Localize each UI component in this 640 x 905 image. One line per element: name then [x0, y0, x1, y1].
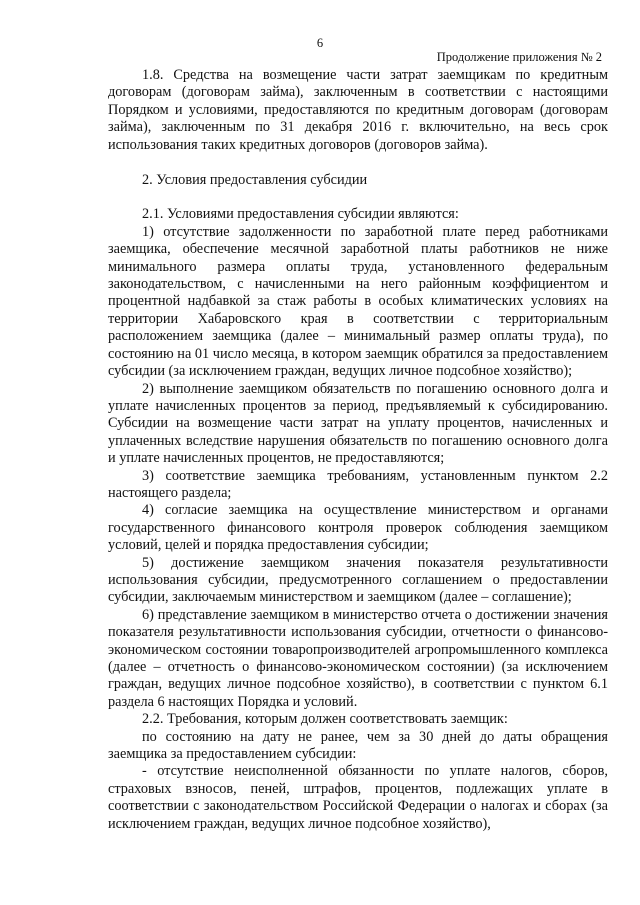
condition-2: 2) выполнение заемщиком обязательств по погашению основного долга и уплате начисленных процентов за период, предъявляемый к субсидированию. Субсидии на возмещение части затрат на уплату процентов, начисленных и уплаченных вследствие нарушения обязательств по погашению основного долга и уплате начисленных процентов, не предоставляются; — [108, 380, 608, 467]
condition-4: 4) согласие заемщика на осуществление министерством и органами государственного финансового контроля проверок соблюдения заемщиком условий, целей и порядка предоставления субсидии; — [108, 502, 608, 554]
paragraph-2-1: 2.1. Условиями предоставления субсидии являются: — [142, 206, 459, 223]
requirement-date-clause: по состоянию на дату не ранее, чем за 30 дней до даты обращения заемщика за предоставлением субсидии: — [108, 728, 608, 763]
condition-1: 1) отсутствие задолженности по заработной плате перед работниками заемщика, обеспечение месячной заработной платы работников не ниже минимального размера оплаты труда, установленного федеральным законодательством, с начисленными на него районным коэффициентом и процентной надбавкой за стаж работы в особых климатических условиях на территории Хабаровского края в соответствии с территориальным расположением заемщика (далее – минимальный размер оплаты труда), по состоянию на 01 число месяца, в котором заемщик обратился за предоставлением субсидии (за исключением граждан, ведущих личное подсобное хозяйство); — [108, 223, 608, 380]
condition-5: 5) достижение заемщиком значения показателя результативности использования субсидии, предусмотренного соглашением о предоставлении субсидии, заключаемым министерством и заемщиком (далее – соглашение); — [108, 554, 608, 606]
paragraph-1-8: 1.8. Средства на возмещение части затрат заемщикам по кредитным договорам (договорам займа), заключенным в соответствии с настоящими Порядком и условиями, предоставляются по кредитным договорам (договорам займа), заключенным по 31 декабря 2016 г. включительно, на весь срок использования таких кредитных договоров (договоров займа). — [108, 67, 608, 153]
appendix-continuation-note: Продолжение приложения № 2 — [436, 50, 602, 64]
condition-3: 3) соответствие заемщика требованиям, установленным пунктом 2.2 настоящего раздела; — [108, 467, 608, 501]
requirement-no-tax-debt: - отсутствие неисполненной обязанности по уплате налогов, сборов, страховых взносов, пеней, штрафов, процентов, подлежащих уплате в соответствии с законодательством Российской Федерации о налогах и сборах (за исключением граждан, ведущих личное подсобное хозяйство), — [108, 763, 608, 832]
page-number: 6 — [316, 36, 324, 50]
paragraph-2-2: 2.2. Требования, которым должен соответствовать заемщик: — [142, 711, 508, 728]
document-body — [108, 67, 608, 833]
condition-6: 6) представление заемщиком в министерство отчета о достижении значения показателя результативности использования субсидии, отчетности о финансово-экономическом состоянии товаропроизводителей агропромышленного комплекса (далее – отчетность о финансово-экономическом состоянии) (за исключением граждан, ведущих личное подсобное хозяйство), в соответствии с пунктом 6.1 раздела 6 настоящих Порядка и условий. — [108, 606, 608, 710]
section-2-heading: 2. Условия предоставления субсидии — [142, 172, 368, 189]
